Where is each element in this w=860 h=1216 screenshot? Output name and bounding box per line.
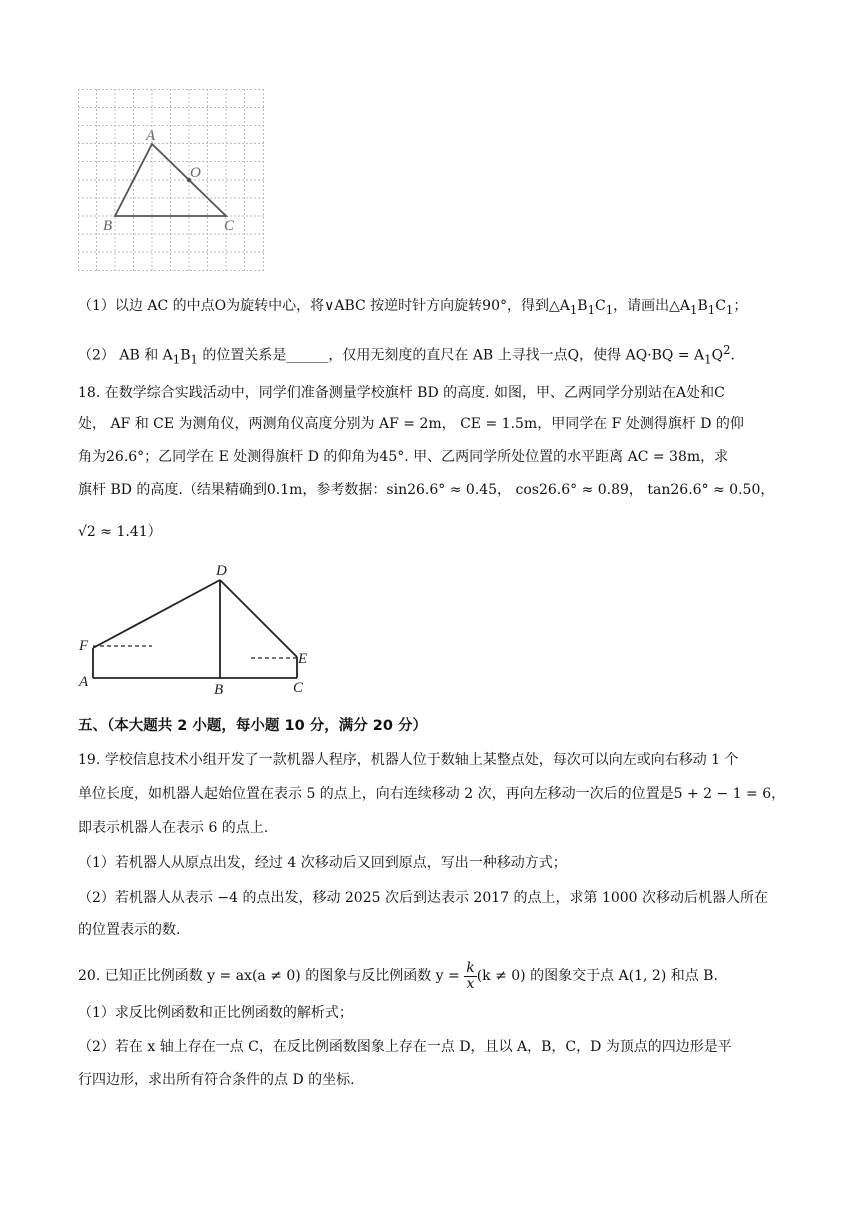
q19-part2-line1: （2）若机器人从表示 −4 的点出发，移动 2025 次后到达表示 2017 的点上，求第 1000 次移动后机器人所在 (78, 890, 769, 906)
q19-line3: 即表示机器人在表示 6 的点上. (78, 820, 269, 836)
grid-triangle-figure (78, 89, 264, 271)
label-c: C (224, 218, 235, 234)
label-a: A (79, 674, 89, 690)
label-b: B (214, 682, 224, 698)
segment-fd (93, 580, 220, 648)
label-o: O (190, 165, 201, 181)
q17-part1: （1）以边 AC 的中点O为旋转中心，将∨ABC 按逆时针方向旋转90°，得到$\triangle A_1B_1C_1$，请画出$\triangle A_1B_1C_1$； (78, 298, 748, 317)
grid-lines (78, 89, 264, 271)
segment-de (220, 580, 297, 657)
q18-line3: 角为26.6°；乙同学在 E 处测得旗杆 D 的仰角为45°. 甲、乙两同学所处位置的水平距离 AC = 38m，求 (78, 449, 729, 465)
label-b: B (103, 218, 113, 234)
label-a: A (146, 128, 156, 144)
q17-part2: （2） AB 和 $A_1B_1$ 的位置关系是______，仅用无刻度的直尺在 AB 上寻找一点Q，使得 $AQ\cdot BQ = A_1Q^2$. (78, 343, 735, 367)
q18-line2: 处， AF 和 CE 为测角仪，两测角仪高度分别为 AF = 2m， CE = 1.5m，甲同学在 F 处测得旗杆 D 的仰 (78, 416, 744, 432)
flagpole-figure (74, 560, 324, 700)
q19-part2-line2: 的位置表示的数. (78, 922, 181, 938)
label-f: F (79, 638, 89, 654)
q19-line2: 单位长度，如机器人起始位置在表示 5 的点上，向右连续移动 2 次，再向左移动一次后的位置是5 + 2 − 1 = 6， (78, 786, 786, 802)
q20-line1: 20. 已知正比例函数 y = ax(a ≠ 0) 的图象与反比例函数 y = $\frac{k}{x}$ (k ≠ 0) 的图象交于点 A(1, 2) 和点 B. (78, 959, 718, 992)
label-c: C (293, 680, 304, 696)
q18-line4: 旗杆 BD 的高度.（结果精确到0.1m，参考数据：sin26.6° ≈ 0.45， cos26.6° ≈ 0.89， tan26.6° ≈ 0.50， (78, 482, 775, 498)
q20-part1: （1）求反比例函数和正比例函数的解析式； (78, 1005, 353, 1021)
q20-part2-line1: （2）若在 x 轴上存在一点 C，在反比例函数图象上存在一点 D，且以 A，B，C，D 为顶点的四边形是平 (78, 1039, 732, 1055)
q19-line1: 19. 学校信息技术小组开发了一款机器人程序，机器人位于数轴上某整点处，每次可以向左或向右移动 1 个 (78, 752, 739, 768)
section-heading: 五、（本大题共 2 小题，每小题 10 分，满分 20 分） (78, 718, 427, 734)
q19-part1: （1）若机器人从原点出发，经过 4 次移动后又回到原点，写出一种移动方式； (78, 855, 567, 871)
fraction-k-over-x: $\frac{k}{x}$ (466, 959, 475, 992)
q18-line1: 18. 在数学综合实践活动中，同学们准备测量学校旗杆 BD 的高度. 如图，甲、乙两同学分别站在A处和C (78, 385, 725, 401)
label-e: E (298, 651, 308, 667)
label-d: D (216, 563, 227, 579)
q18-line5: √2 ≈ 1.41） (78, 524, 162, 540)
q20-part2-line2: 行四边形，求出所有符合条件的点 D 的坐标. (78, 1072, 355, 1088)
